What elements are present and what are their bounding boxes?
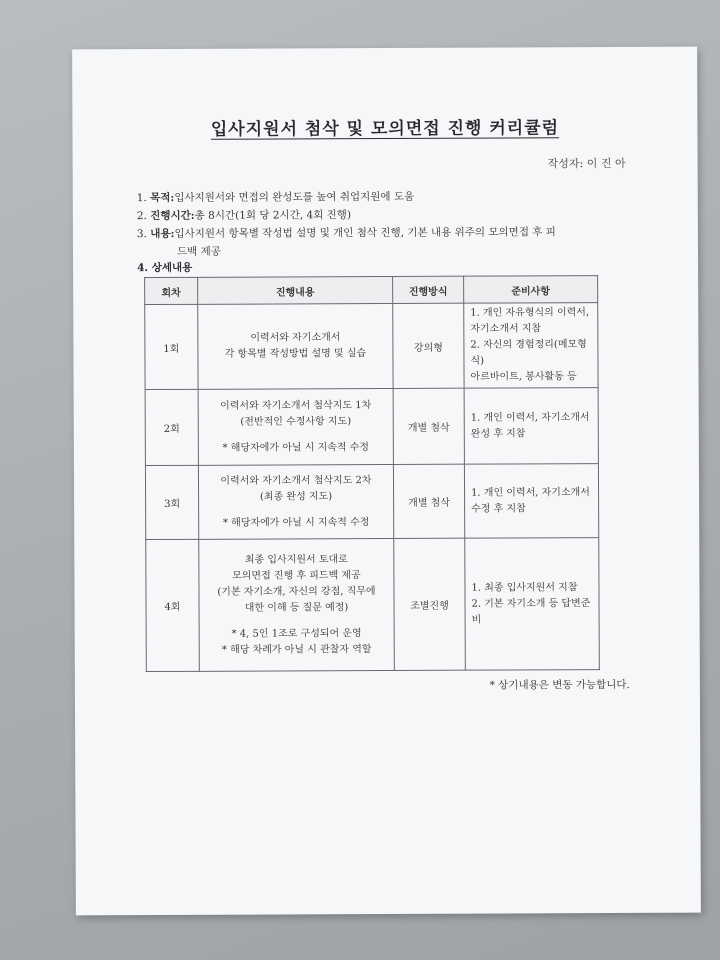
- table-row: [145, 464, 598, 540]
- content-line: 모의면접 진행 후 피드백 제공: [232, 569, 361, 582]
- cell-method: 개별 첨삭: [393, 464, 464, 538]
- outline-number: 1.: [136, 192, 147, 205]
- prep-line: 1. 개인 이력서, 자기소개서: [471, 486, 590, 499]
- prep-line: 완성 후 지참: [470, 427, 526, 440]
- table-header-row: [145, 276, 598, 305]
- outline-value: 총 8시간(1회 당 2시간, 4회 진행): [194, 209, 352, 222]
- cell-content: [198, 464, 393, 539]
- outline-item-continued: 드백 제공: [176, 245, 221, 258]
- content-note: * 해당자에가 아닐 시 지속적 수정: [222, 441, 370, 454]
- outline-number: 2.: [136, 210, 147, 223]
- content-line: 이력서와 자기소개서 첨삭지도 1차: [220, 399, 372, 412]
- prep-line: 수정 후 지참: [471, 502, 526, 515]
- header-round: 회차: [145, 277, 198, 304]
- document-title: 입사지원서 첨삭 및 모의면접 진행 커리큘럼: [210, 118, 560, 140]
- outline-item: [137, 187, 638, 207]
- content-line: 이력서와 자기소개서 첨삭지도 2차: [220, 474, 372, 487]
- header-content: 진행내용: [198, 276, 393, 304]
- outline-item: [137, 205, 638, 225]
- section-label: 4. 상세내용: [137, 261, 193, 275]
- document-page: [72, 47, 701, 916]
- prep-line: 1. 개인 이력서, 자기소개서: [470, 411, 590, 424]
- content-line: 이력서와 자기소개서: [250, 332, 341, 344]
- header-method: 진행방식: [393, 276, 464, 303]
- outline-key: 내용:: [150, 227, 175, 241]
- prep-line: 1. 개인 자유형식의 이력서,: [470, 307, 590, 319]
- cell-content: [198, 388, 393, 465]
- cell-round: 2회: [145, 389, 198, 465]
- cell-round: 4회: [146, 539, 200, 671]
- content-line: (전반적인 수정사항 지도): [240, 415, 352, 428]
- cell-prep: [464, 388, 598, 465]
- content-line: (최종 완성 지도): [259, 490, 333, 503]
- cell-prep: [465, 538, 600, 671]
- outline-value: 입사지원서 항목별 작성법 설명 및 개인 첨삭 진행, 기본 내용 위주의 모의면접 후 피: [174, 226, 556, 240]
- prep-line: 2. 기본 자기소개 등 답변준비: [471, 597, 591, 626]
- cell-content: [199, 538, 395, 671]
- content-line: (기본 자기소개, 자신의 강점, 직무에: [217, 585, 376, 598]
- content-note: * 해당 차례가 아닐 시 관찰자 역할: [221, 643, 372, 656]
- outline-value: 입사지원서와 면접의 완성도를 높여 취업지원에 도움: [174, 190, 415, 204]
- cell-prep: [464, 303, 598, 389]
- outline-item: [137, 223, 638, 243]
- author-line: 작성자: 이 진 아: [547, 156, 626, 171]
- footer-note: * 상기내용은 변동 가능합니다.: [489, 678, 630, 692]
- table-row: [145, 388, 598, 466]
- prep-line: 자기소개서 지참: [470, 323, 542, 335]
- cell-method: 강의형: [393, 303, 464, 388]
- cell-round: 1회: [145, 304, 198, 389]
- outline-key: 진행시간:: [150, 209, 195, 223]
- cell-method: 개별 첨삭: [393, 388, 464, 464]
- table-row: [146, 538, 600, 672]
- content-line: 최종 입사지원서 토대로: [244, 553, 348, 566]
- cell-content: [198, 303, 393, 389]
- curriculum-table: [144, 275, 600, 672]
- content-line: 각 항목별 작성방법 설명 및 실습: [224, 348, 367, 360]
- prep-line: 2. 자신의 경험정리(메모형식): [470, 339, 587, 367]
- outline-list: [137, 187, 638, 261]
- table-row: [145, 303, 598, 390]
- cell-method: 조별진행: [394, 538, 466, 670]
- prep-line: 1. 최종 입사지원서 지참: [471, 581, 578, 594]
- outline-key: 목적:: [150, 191, 175, 205]
- content-note: * 4, 5인 1조로 구성되어 운영: [231, 627, 362, 640]
- cell-round: 3회: [145, 465, 198, 539]
- outline-number: 3.: [136, 228, 147, 241]
- content-note: * 해당자에가 아닐 시 지속적 수정: [222, 516, 370, 529]
- header-prep: 준비사항: [464, 276, 598, 304]
- prep-line: 아르바이트, 봉사활동 등: [470, 371, 577, 383]
- content-line: 대한 이해 등 질문 예정): [244, 601, 349, 614]
- cell-prep: [464, 464, 598, 539]
